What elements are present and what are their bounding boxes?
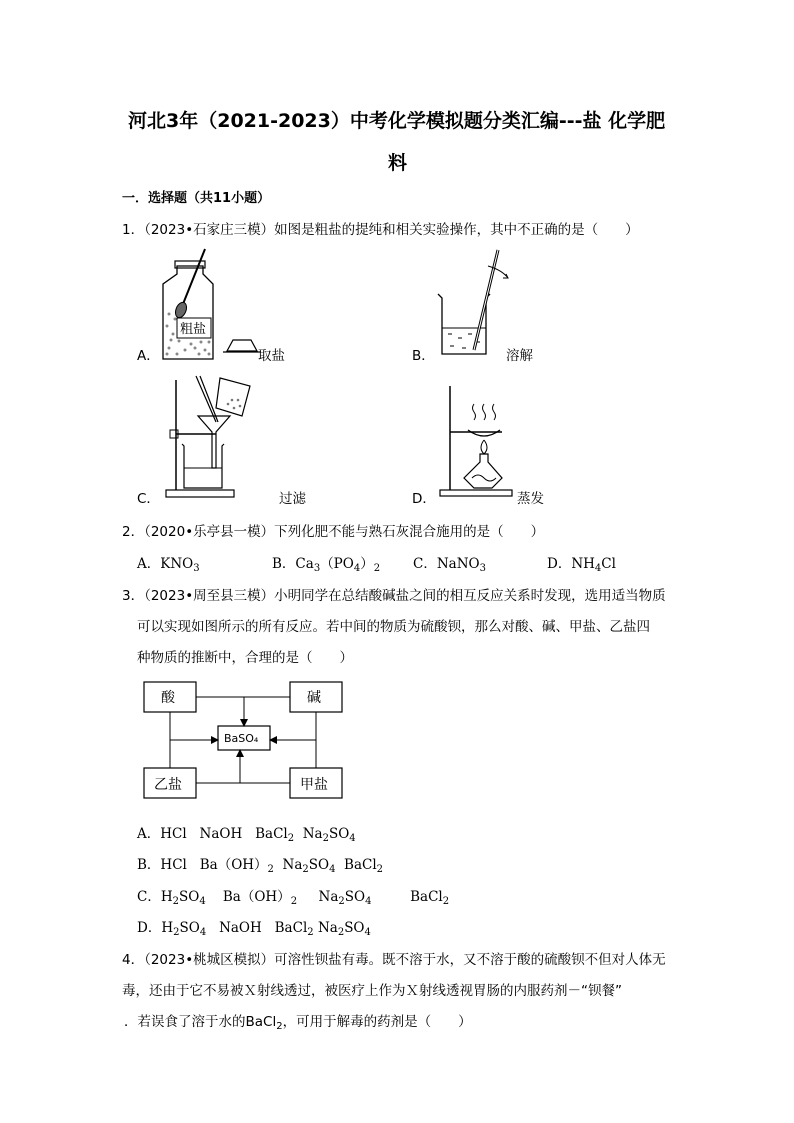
q1-option-c-figure xyxy=(160,372,270,500)
diagram-salt-b: 乙盐 xyxy=(154,777,182,793)
question-4-line3: ．若误食了溶于水的BaCl$_2$，可用于解毒的药剂是（ ） xyxy=(124,1014,472,1032)
question-1-stem: 1．（2023•石家庄三模）如图是粗盐的提纯和相关实验操作，其中不正确的是（ ） xyxy=(122,222,639,238)
section-heading: 一．选择题（共11小题） xyxy=(122,191,271,206)
question-2-stem: 2．（2020•乐亭县一模）下列化肥不能与熟石灰混合施用的是（ ） xyxy=(122,524,545,540)
q1-option-d-letter[interactable]: D． xyxy=(412,491,436,507)
diagram-base: 碱 xyxy=(307,690,321,706)
diagram-salt-a: 甲盐 xyxy=(300,777,328,793)
q1-option-c-caption: 过滤 xyxy=(279,491,306,507)
question-3-stem-line3: 种物质的推断中，合理的是（ ） xyxy=(137,650,353,666)
q1-option-c-letter[interactable]: C． xyxy=(137,491,160,507)
q1-bottle-label: 粗盐 xyxy=(180,322,207,337)
q1-option-b-letter[interactable]: B． xyxy=(412,348,435,364)
q3-option-a[interactable]: A．HCl NaOH BaCl$_2$ $Na_2SO_4$ xyxy=(137,826,356,844)
q1-option-d-caption: 蒸发 xyxy=(517,491,544,507)
question-3-stem-line1: 3．（2023•周至县三模）小明同学在总结酸碱盐之间的相互反应关系时发现，选用适当物质 xyxy=(122,588,666,604)
q3-option-c[interactable]: C．$H_2SO_4$ $Ba(OH)_2$ $Na_2SO_4$ BaCl$_2$ xyxy=(137,889,450,907)
q1-option-a-caption: 取盐 xyxy=(258,348,285,364)
question-4-line2: 毒，还由于它不易被Ｘ射线透过，被医疗上作为Ｘ射线透视胃肠的内服药剂－“钡餐” xyxy=(122,983,622,999)
q1-option-b-caption: 溶解 xyxy=(506,348,533,364)
q3-reaction-diagram xyxy=(140,678,346,804)
q2-option-a[interactable]: A．$KNO_3$ xyxy=(137,556,200,574)
q1-option-d-figure xyxy=(430,380,520,498)
q1-option-b-figure xyxy=(430,246,510,361)
q1-option-a-letter[interactable]: A． xyxy=(137,348,160,364)
q2-option-b[interactable]: B．$Ca_3(PO_4)_2$ xyxy=(272,556,381,574)
q2-option-d[interactable]: D．$NH_4Cl$ xyxy=(547,556,616,574)
page-title-line1: 河北3年（2021-2023）中考化学模拟题分类汇编---盐 化学肥 xyxy=(128,110,666,132)
diagram-center: BaSO₄ xyxy=(224,732,259,745)
q3-option-b[interactable]: B．HCl $Ba(OH)_2$ $Na_2SO_4$ BaCl$_2$ xyxy=(137,857,384,875)
question-3-stem-line2: 可以实现如图所示的所有反应。若中间的物质为硫酸钡，那么对酸、碱、甲盐、乙盐四 xyxy=(137,619,650,635)
diagram-acid: 酸 xyxy=(161,690,175,706)
q3-option-d[interactable]: D．$H_2SO_4$ NaOH BaCl$_2$ $Na_2SO_4$ xyxy=(137,920,371,938)
page-title-line2: 料 xyxy=(388,152,408,174)
q2-option-c[interactable]: C．NaNO$_3$ xyxy=(413,556,486,574)
question-4-line1: 4．（2023•桃城区模拟）可溶性钡盐有毒。既不溶于水，又不溶于酸的硫酸钡不但对人体无 xyxy=(122,952,666,968)
